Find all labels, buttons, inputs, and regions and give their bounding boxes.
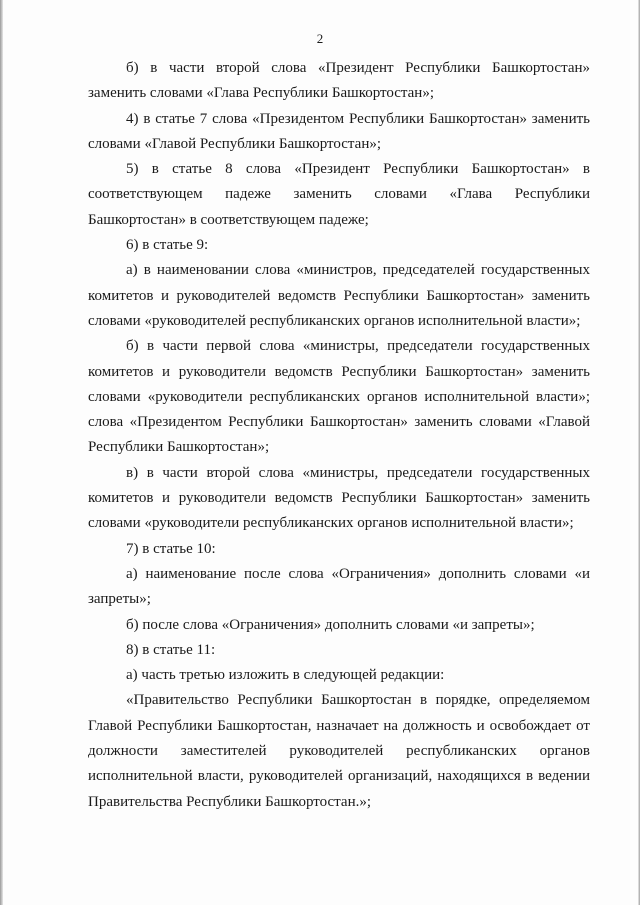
paragraph-item-4: 4) в статье 7 слова «Президентом Республики Башкортостан» заменить словами «Главой Республики Башкортостан»; <box>88 110 590 152</box>
paragraph-item-6v: в) в части второй слова «министры, председатели государственных комитетов и руководители ведомств Республики Башкортостан» заменить словами «руководители республиканских органов исполнительной власти»; <box>88 464 590 532</box>
paragraph-b-part-two: б) в части второй слова «Президент Республики Башкортостан» заменить словами «Глава Республики Башкортостан»; <box>88 60 590 102</box>
paragraph-item-5: 5) в статье 8 слова «Президент Республики Башкортостан» в соответствующем падеже заменить словами «Глава Республики Башкортостан» в соответствующем падеже; <box>88 161 590 228</box>
paragraph-quoted-text: «Правительство Республики Башкортостан в порядке, определяемом Главой Республики Башкортостан, назначает на должность и освобождает от должности заместителей руководителей республиканских органов исполнительной власти, руководителей организаций, находящихся в ведении Правительства Республики Башкортостан.»; <box>88 692 590 810</box>
paragraph-item-6a: а) в наименовании слова «министров, председателей государственных комитетов и руководителей ведомств Республики Башкортостан» заменить словами «руководителей республиканских органов исполнительной власти»; <box>88 262 590 329</box>
paragraph-item-8: 8) в статье 11: <box>126 641 216 658</box>
page-edge-left <box>0 0 3 905</box>
paragraph-item-8a: а) часть третью изложить в следующей редакции: <box>126 667 445 684</box>
paragraph-item-6b: б) в части первой слова «министры, председатели государственных комитетов и руководители ведомств Республики Башкортостан» заменить словами «руководители республиканских органов исполнительной власти»; слова «Президентом Республики Башкортостан» заменить словами «Главой Республики Башкортостан»; <box>88 338 590 456</box>
paragraph-item-7a: а) наименование после слова «Ограничения» дополнить словами «и запреты»; <box>88 565 590 608</box>
paragraph-item-6: 6) в статье 9: <box>126 237 209 254</box>
paragraph-item-7b: б) после слова «Ограничения» дополнить словами «и запреты»; <box>126 616 535 633</box>
paragraph-item-7: 7) в статье 10: <box>126 540 216 557</box>
document-body <box>88 56 590 815</box>
page-number: 2 <box>316 31 324 46</box>
